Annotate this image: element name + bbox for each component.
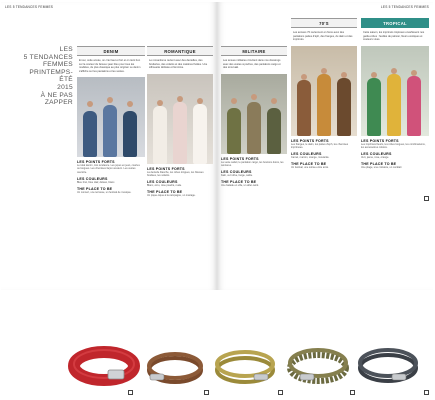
select-checkbox[interactable] bbox=[424, 196, 429, 201]
select-checkbox[interactable] bbox=[128, 390, 133, 395]
left-running-head: LES 5 TENDANCES FEMMES bbox=[5, 5, 54, 9]
olive-braided-bracelet[interactable] bbox=[290, 350, 346, 381]
points-forts-title: LES POINTS FORTS bbox=[147, 166, 185, 171]
place-text: Une plage, une croisière, un cocktail. bbox=[361, 166, 402, 170]
column-title: DENIM bbox=[77, 46, 145, 56]
couleurs-title: LES COULEURS bbox=[77, 176, 108, 181]
right-page bbox=[217, 2, 433, 290]
column-intro: Le romantisme revient avec des dentelles, des broderies, des volants et des matières fluides. Une silhouette délicate et féminine. bbox=[149, 59, 208, 69]
photo-70s bbox=[291, 46, 357, 136]
select-checkbox[interactable] bbox=[204, 390, 209, 395]
points-forts-text: Les imprimés fleuris, les robes longues, les combinaisons, les accessoires colorés. bbox=[361, 142, 426, 149]
points-forts-text: La dentelle blanche, les robes longues, les blouses brodées, les volants. bbox=[147, 170, 204, 177]
column-intro: Les tenues militaires s'invitent dans nos dressings avec des vestes à poches, des pantalons cargo et des tons kaki. bbox=[223, 59, 281, 69]
couleurs-text: Bleu brut, bleu clair, délavé, blanc. bbox=[77, 180, 116, 184]
column-title: MILITAIRE bbox=[221, 46, 287, 56]
couleurs-title: LES COULEURS bbox=[361, 152, 392, 157]
headline: LES 5 TENDANCES FEMMES PRINTEMPS- ÉTÉ 2015 À NE PAS ZAPPER bbox=[23, 46, 73, 107]
bracelet-gallery bbox=[0, 330, 435, 400]
column-intro: Et oui, cette année, on crie haut et fort et on tient bon sur la couleur du fameux jean bleu pour tous les modèles, du plus classique au plus original. Le denim s'affiche sur les pantalons et les vestes. bbox=[79, 59, 141, 73]
bracelet-illustrations bbox=[0, 330, 435, 400]
dark-wrap-bracelet[interactable] bbox=[360, 350, 416, 381]
points-forts-text: Les franges, le daim, les pattes d'éph, les chemises imprimées. bbox=[291, 142, 349, 149]
select-checkbox[interactable] bbox=[350, 390, 355, 395]
place-title: THE PLACE TO BE bbox=[361, 162, 397, 167]
couleurs-title: LES COULEURS bbox=[147, 180, 178, 185]
column-title: ROMANTIQUE bbox=[147, 46, 213, 56]
place-title: THE PLACE TO BE bbox=[77, 187, 113, 192]
place-text: Un concert, une terrasse, un festival de musique. bbox=[77, 191, 132, 195]
couleurs-title: LES COULEURS bbox=[221, 170, 252, 175]
points-forts-title: LES POINTS FORTS bbox=[221, 156, 259, 161]
points-forts-text: Le total denim, très tendance. Les jupes en jean, courtes ou longues. Les chemises façon western. Les vestes oversize. bbox=[77, 164, 140, 174]
points-forts-title: LES POINTS FORTS bbox=[361, 138, 399, 143]
column-militaire bbox=[221, 46, 287, 188]
column-title: 70'S bbox=[291, 18, 357, 28]
select-checkbox[interactable] bbox=[424, 390, 429, 395]
select-checkbox[interactable] bbox=[278, 390, 283, 395]
column-denim bbox=[77, 46, 145, 194]
points-forts-title: LES POINTS FORTS bbox=[291, 138, 329, 143]
photo-tropical bbox=[361, 46, 429, 136]
points-forts-title: LES POINTS FORTS bbox=[77, 160, 115, 164]
photo-militaire bbox=[221, 74, 287, 154]
photo-denim bbox=[77, 77, 145, 157]
place-title: THE PLACE TO BE bbox=[221, 180, 257, 185]
points-forts-text: La veste safari, le pantalon cargo, les boutons dorés, les ceintures. bbox=[221, 160, 284, 167]
column-title: TROPICAL bbox=[361, 18, 429, 28]
brown-wrap-bracelet[interactable] bbox=[149, 354, 201, 382]
place-text: Un pique-nique à la campagne, un mariage. bbox=[147, 194, 196, 198]
place-text: Une balade en ville, un after-work. bbox=[221, 184, 259, 188]
couleurs-text: Blanc, écru, rose poudré, nude. bbox=[147, 184, 182, 188]
couleurs-text: Camel, marron, orange, moutarde. bbox=[291, 156, 330, 160]
magazine-spread bbox=[1, 2, 433, 290]
column-intro: Cette saison, les imprimés tropicaux envahissent nos garde-robes : feuilles de palmier, fleurs exotiques et couleurs vives. bbox=[363, 31, 425, 41]
place-text: Un festival, une soirée entre amis. bbox=[291, 166, 329, 170]
column-romantique bbox=[147, 46, 213, 198]
place-title: THE PLACE TO BE bbox=[291, 162, 327, 167]
red-leather-bracelet[interactable] bbox=[74, 350, 134, 380]
couleurs-title: LES COULEURS bbox=[291, 152, 322, 157]
gold-wrap-bracelet[interactable] bbox=[217, 352, 273, 382]
column-70s bbox=[291, 18, 357, 170]
place-title: THE PLACE TO BE bbox=[147, 190, 183, 195]
left-page bbox=[1, 2, 217, 290]
couleurs-text: Vert, jaune, rose, orange. bbox=[361, 156, 390, 160]
right-running-head: LES 5 TENDANCES FEMMES bbox=[380, 5, 429, 9]
couleurs-text: Kaki, vert olive, beige, sable. bbox=[221, 174, 253, 178]
column-intro: Les années 70 reviennent en force avec des pantalons pattes d'éph, des franges, du daim et des imprimés. bbox=[293, 31, 353, 41]
column-tropical bbox=[361, 18, 429, 170]
photo-romantique bbox=[147, 74, 213, 164]
